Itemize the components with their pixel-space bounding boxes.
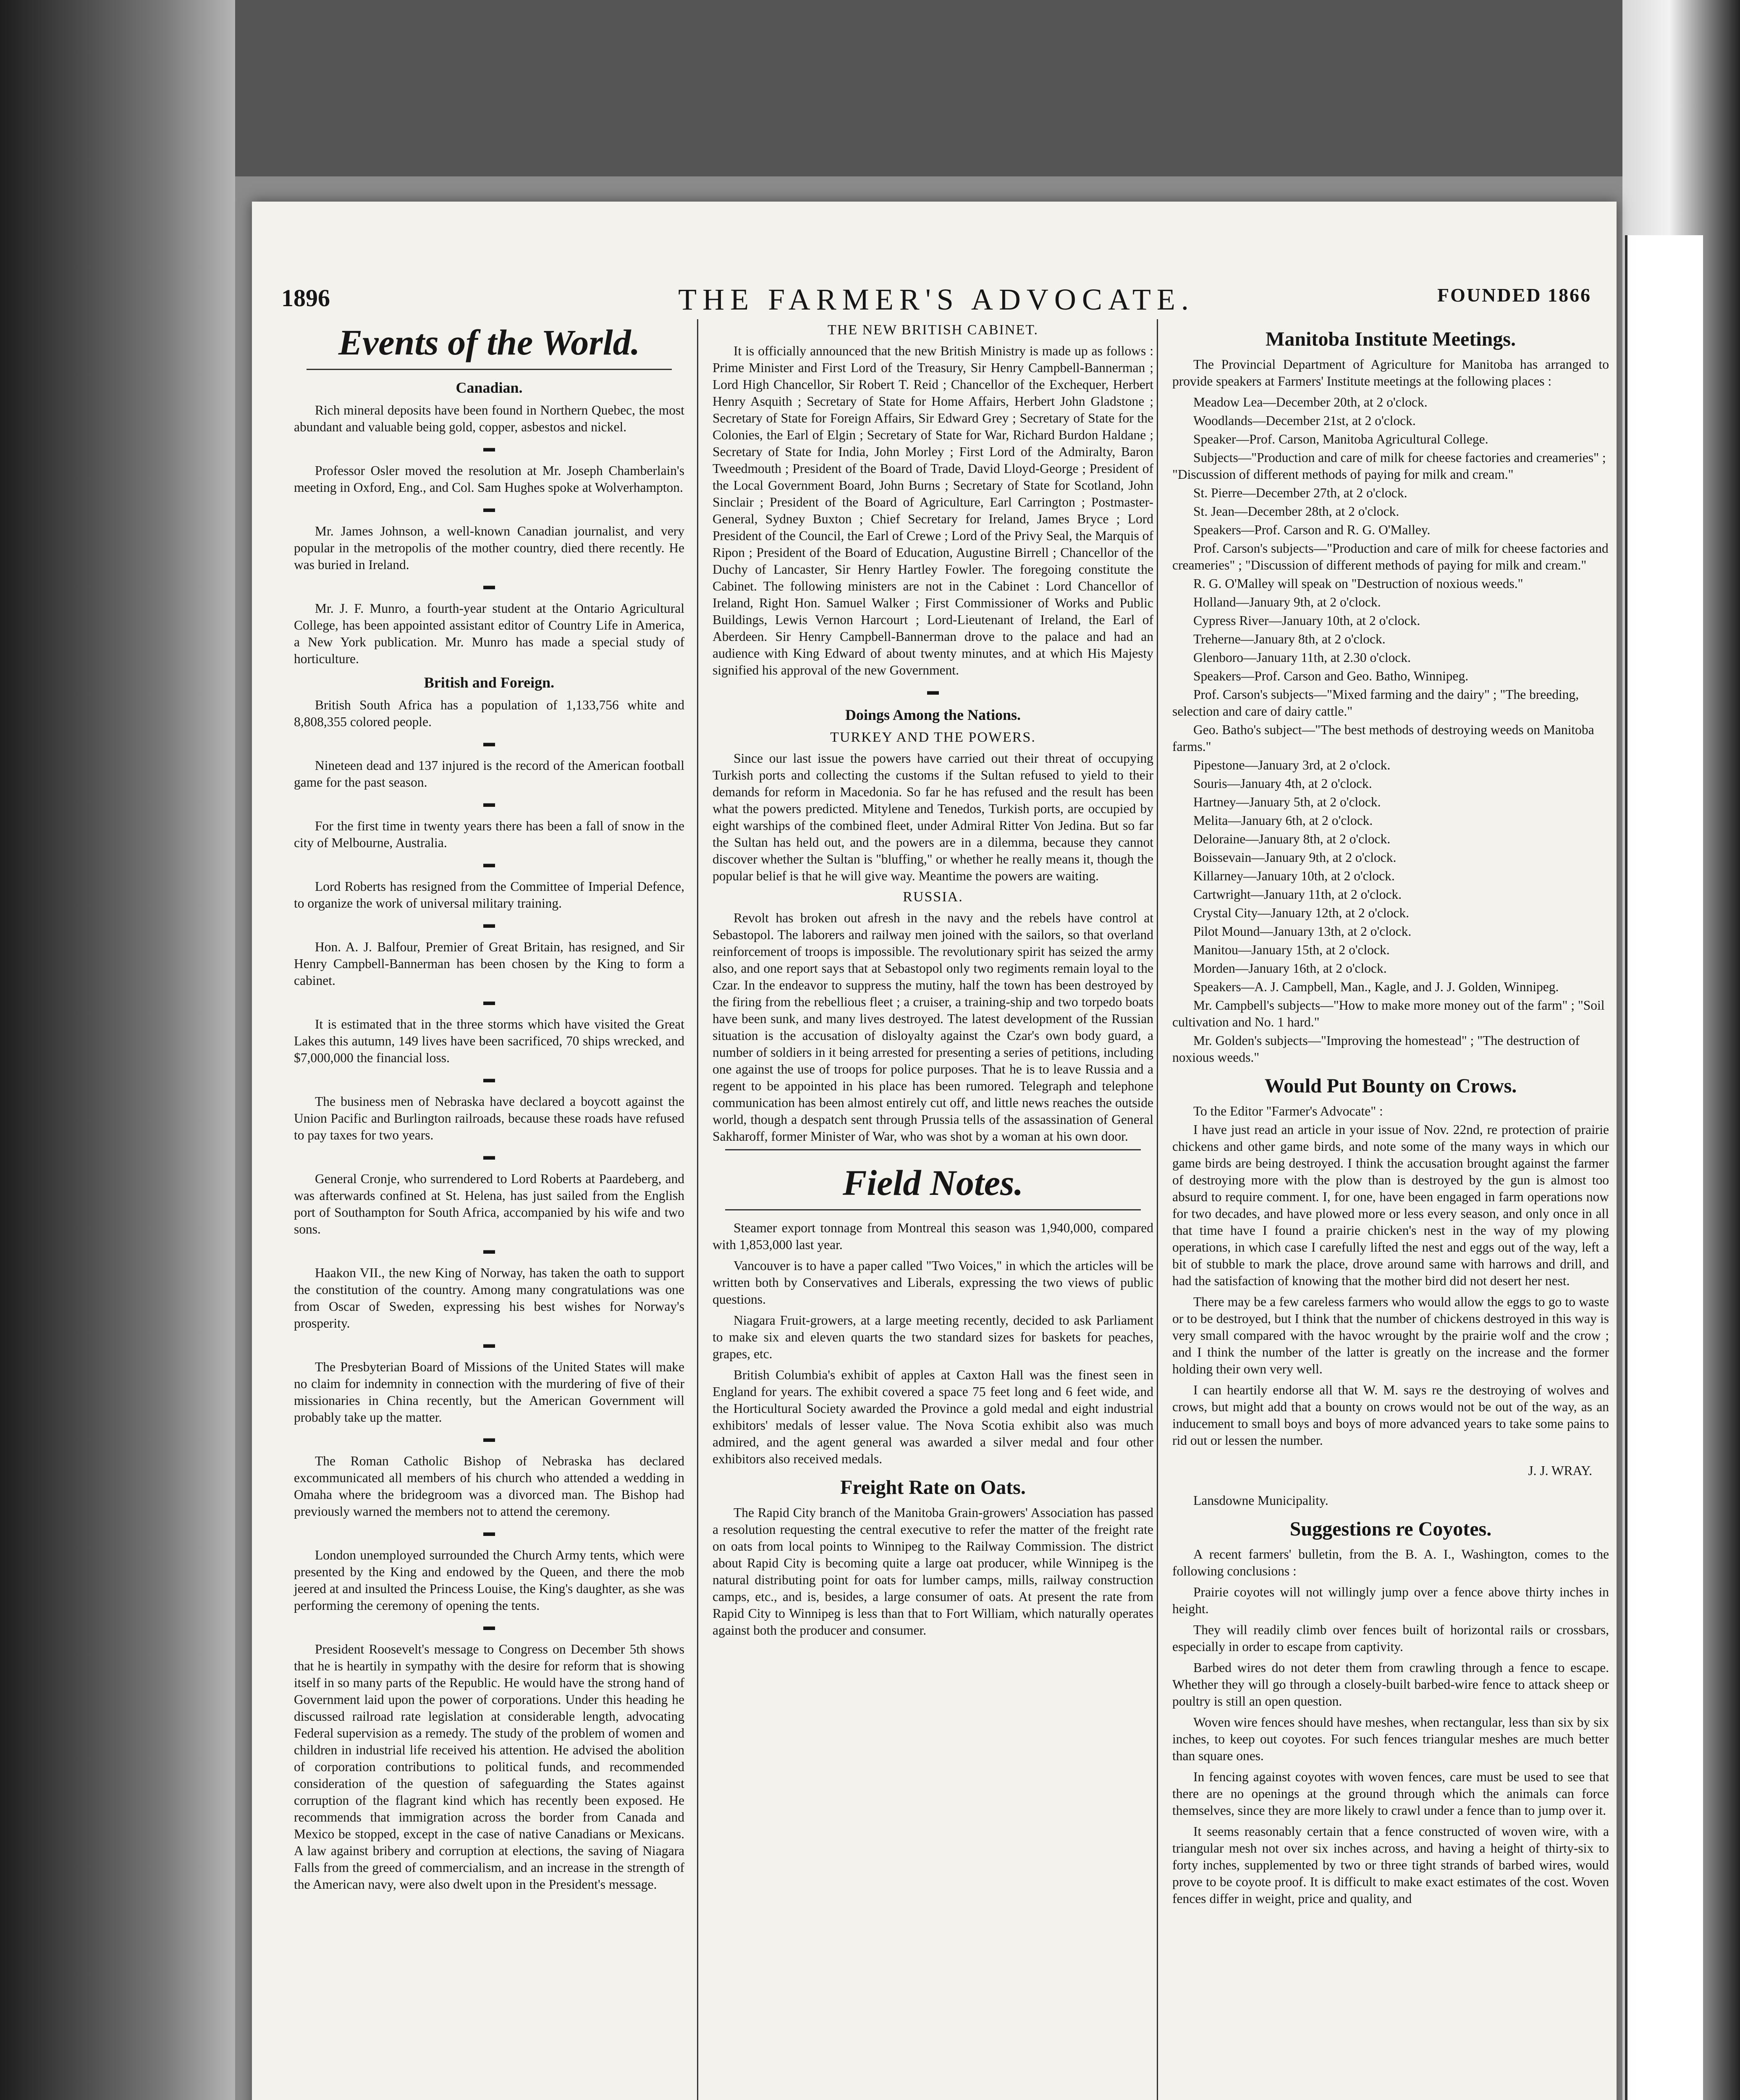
- coyotes-paragraph: Prairie coyotes will not willingly jump over a fence above thirty inches in height.: [1172, 1585, 1609, 1616]
- letter-paragraph: There may be a few careless farmers who would allow the eggs to go to waste or to be destroyed, but I think that the number of chickens destroyed in this way is very small compared with the havoc wrought by the prairie wolf and the crow ; and I think the number of the latter is greatly on the increase and the former holding their own very well.: [1172, 1294, 1609, 1376]
- coyotes-heading: Suggestions re Coyotes.: [1289, 1518, 1492, 1540]
- field-note: Niagara Fruit-growers, at a large meeting recently, decided to ask Parliament to make six and eleven quarts the two standard sizes for baskets for peaches, grapes, etc.: [713, 1313, 1153, 1361]
- meeting-line: Speaker—Prof. Carson, Manitoba Agricultural College.: [1193, 432, 1488, 446]
- page-header: [281, 284, 1591, 318]
- letter-salutation: To the Editor "Farmer's Advocate" :: [1193, 1104, 1383, 1118]
- news-item: The business men of Nebraska have declared a boycott against the Union Pacific and Burlington railroads, because these roads have refused to pay taxes for two years.: [294, 1094, 684, 1142]
- item-separator: ▬: [483, 995, 495, 1008]
- meeting-line: Killarney—January 10th, at 2 o'clock.: [1193, 869, 1395, 883]
- turkey-article: Since our last issue the powers have carried out their threat of occupying Turkish ports and collecting the customs if the Sultan refused to yield to their demands for reform in Macedonia. So far he has refused and the result has been what the powers predicted. Mitylene and Tenedos, Turkish ports, are occupied by eight warships of the combined fleet, under Admiral Ritter Von Jedina. But so far the Sultan has held out, and the powers are in a dilemma, because they cannot discover whether the Sultan is "bluffing," or whether he really means it, though the popular belief is that he will give way. Meantime the powers are waiting.: [713, 751, 1153, 883]
- turkey-heading: TURKEY AND THE POWERS.: [830, 730, 1036, 745]
- meeting-line: Mr. Campbell's subjects—"How to make more money out of the farm" ; "Soil cultivation and No. 1 hard.": [1172, 998, 1605, 1029]
- nations-heading: Doings Among the Nations.: [845, 706, 1021, 723]
- item-separator: ▬: [483, 1150, 495, 1163]
- coyotes-paragraph: Woven wire fences should have meshes, when rectangular, less than six by six inches, to keep out coyotes. For such fences triangular meshes are much better than square ones.: [1172, 1715, 1609, 1763]
- meeting-line: Treherne—January 8th, at 2 o'clock.: [1193, 632, 1386, 646]
- meeting-line: Glenboro—January 11th, at 2.30 o'clock.: [1193, 650, 1411, 665]
- field-note: Steamer export tonnage from Montreal this season was 1,940,000, compared with 1,853,000 last year.: [713, 1221, 1153, 1252]
- letter-signature: J. J. WRAY.: [1528, 1463, 1592, 1478]
- news-item: For the first time in twenty years there has been a fall of snow in the city of Melbourne, Australia.: [294, 819, 684, 850]
- meeting-line: Manitou—January 15th, at 2 o'clock.: [1193, 942, 1390, 957]
- news-item: It is estimated that in the three storms which have visited the Great Lakes this autumn, 149 lives have been sacrificed, 70 ships wrecked, and $7,000,000 the financial loss.: [294, 1017, 684, 1065]
- scanner-top-margin: [0, 0, 1740, 176]
- item-separator: ▬: [927, 685, 939, 698]
- news-item: Nineteen dead and 137 injured is the record of the American football game for the past season.: [294, 758, 684, 790]
- meeting-line: Speakers—A. J. Campbell, Man., Kagle, and J. J. Golden, Winnipeg.: [1193, 979, 1559, 994]
- item-separator: ▬: [483, 1620, 495, 1633]
- heading-rule: [725, 1209, 1141, 1210]
- meeting-line: Meadow Lea—December 20th, at 2 o'clock.: [1193, 395, 1428, 410]
- item-separator: ▬: [483, 1338, 495, 1351]
- news-item: Rich mineral deposits have been found in Northern Quebec, the most abundant and valuable being gold, copper, asbestos and nickel.: [294, 403, 684, 434]
- meeting-line: Subjects—"Production and care of milk for cheese factories and creameries" ; "Discussion of different methods of paying for milk and cream.": [1172, 450, 1606, 482]
- item-separator: ▬: [483, 918, 495, 931]
- coyotes-paragraph: It seems reasonably certain that a fence constructed of woven wire, with a triangular mesh not over six inches across, and having a height of thirty-six to forty inches, supplemented by two or three tight strands of barbed wires, would prove to be coyote proof. It is difficult to make exact estimates of the cost. Woven fences differ in weight, price and quality, and: [1172, 1824, 1609, 1906]
- coyotes-paragraph: Barbed wires do not deter them from crawling through a fence to escape. Whether they will go through a closely-built barbed-wire fence to attack sheep or poultry is still an open question.: [1172, 1660, 1609, 1709]
- meeting-line: Hartney—January 5th, at 2 o'clock.: [1193, 795, 1381, 809]
- meeting-line: Deloraine—January 8th, at 2 o'clock.: [1193, 832, 1391, 846]
- meeting-line: Crystal City—January 12th, at 2 o'clock.: [1193, 906, 1409, 920]
- meeting-line: Prof. Carson's subjects—"Mixed farming and the dairy" ; "The breeding, selection and care of dairy cattle.": [1172, 687, 1579, 719]
- meeting-line: Holland—January 9th, at 2 o'clock.: [1193, 595, 1381, 609]
- news-item: Mr. J. F. Munro, a fourth-year student at the Ontario Agricultural College, has been appointed assistant editor of Country Life in America, a New York publication. Mr. Munro has made a special study of horticulture.: [294, 601, 684, 666]
- meeting-line: Speakers—Prof. Carson and Geo. Batho, Winnipeg.: [1193, 669, 1469, 683]
- item-separator: ▬: [483, 1072, 495, 1085]
- item-separator: ▬: [483, 1244, 495, 1257]
- news-item: Haakon VII., the new King of Norway, has taken the oath to support the constitution of the country. Among many congratulations was one from Oscar of Sweden, expressing his best wishes for Norway's prosperity.: [294, 1265, 684, 1331]
- field-notes-heading: Field Notes.: [843, 1163, 1023, 1203]
- meeting-line: Pipestone—January 3rd, at 2 o'clock.: [1193, 758, 1391, 772]
- section-canadian: Canadian.: [456, 379, 523, 396]
- scanner-left-margin: [0, 0, 235, 2100]
- adjacent-page-edge: [1625, 235, 1703, 2100]
- meeting-line: St. Jean—December 28th, at 2 o'clock.: [1193, 504, 1399, 519]
- freight-article: The Rapid City branch of the Manitoba Grain-growers' Association has passed a resolution requesting the central executive to refer the matter of the freight rate on oats from local points to Winnipeg to the Railway Commission. The district about Rapid City is becoming quite a large oat producer, while Winnipeg is the natural distributing point for oats for lumber camps, mills, railway construction camps, etc., and is, besides, a large consumer of oats. At present the rate from Rapid City to Winnipeg is less than that to Fort William, which naturally operates against both the producer and consumer.: [713, 1505, 1153, 1638]
- crows-heading: Would Put Bounty on Crows.: [1264, 1075, 1517, 1097]
- meeting-line: Cypress River—January 10th, at 2 o'clock.: [1193, 613, 1420, 628]
- field-note: British Columbia's exhibit of apples at Caxton Hall was the finest seen in England for years. The exhibit covered a space 75 feet long and 6 feet wide, and the Horticultural Society awarded the Province a gold medal and eight industrial exhibitors' medals of lesser value. The Nova Scotia exhibit also was much admired, and the agent general was awarded a silver medal and four other exhibitors also received medals.: [713, 1368, 1153, 1466]
- item-separator: ▬: [483, 797, 495, 810]
- events-heading: Events of the World.: [338, 322, 640, 362]
- manitoba-heading: Manitoba Institute Meetings.: [1266, 328, 1516, 350]
- meeting-line: Morden—January 16th, at 2 o'clock.: [1193, 961, 1387, 976]
- item-separator: ▬: [483, 736, 495, 749]
- news-item: British South Africa has a population of 1,133,756 white and 8,808,355 colored people.: [294, 698, 684, 729]
- founded-year: FOUNDED 1866: [1437, 284, 1591, 306]
- russia-heading: RUSSIA.: [903, 889, 963, 905]
- letter-paragraph: I can heartily endorse all that W. M. says re the destroying of wolves and crows, but might add that a bounty on crows would not be out of the way, as an inducement to small boys and boys of more advanced years to take some pains to rid out or lessen the number.: [1172, 1383, 1609, 1448]
- news-item: President Roosevelt's message to Congress on December 5th shows that he is heartily in sympathy with the desire for reform that is showing itself in so many parts of the Republic. He would have the strong hand of Government laid upon the power of corporations. Under this heading he discussed railroad rate legislation at considerable length, advocating Federal supervision as a remedy. The study of the problem of women and children in industrial life received his attention. He advised the abolition of corporation contributions to political funds, and recommended consideration of the question of safeguarding the States against corruption of the flagrant kind which has recently been exposed. He recommends that immigration across the border from Canada and Mexico be stopped, except in the case of native Canadians or Mexicans. A law against bribery and corruption at elections, the saving of Niagara Falls from the greed of commercialism, and an increase in the strength of the American navy, were also dwelt upon in the President's message.: [294, 1642, 684, 1892]
- coyotes-paragraph: A recent farmers' bulletin, from the B. A. I., Washington, comes to the following conclusions :: [1172, 1547, 1609, 1578]
- meeting-line: Souris—January 4th, at 2 o'clock.: [1193, 776, 1372, 791]
- news-item: Mr. James Johnson, a well-known Canadian journalist, and very popular in the metropolis of the mother country, died there recently. He was buried in Ireland.: [294, 524, 684, 572]
- cabinet-article: It is officially announced that the new British Ministry is made up as follows : Prime Minister and First Lord of the Treasury, Sir Henry Campbell-Bannerman ; Lord High Chancellor, Sir Robert T. Reid ; Chancellor of the Exchequer, Herbert Henry Asquith ; Secretary of State for Home Affairs, Herbert John Gladstone ; Secretary of State for Foreign Affairs, Sir Edward Grey ; Secretary of State for the Colonies, the Earl of Elgin ; Secretary of State for War, Richard Burdon Haldane ; Secretary of State for India, John Morley ; First Lord of the Admiralty, Baron Tweedmouth ; President of the Board of Trade, David Lloyd-George ; President of the Local Government Board, John Burns ; Secretary of State for Scotland, John Sinclair ; President of the Board of Agriculture, Earl Carrington ; Postmaster-General, Sydney Buxton ; Chief Secretary for Ireland, James Bryce ; Lord President of the Council, the Earl of Crewe ; Lord of the Privy Seal, the Marquis of Ripon ; President of the Board of Education, Augustine Birrell ; Chancellor of the Duchy of Lancaster, Sir Henry Hartley Fowler. The foregoing constitute the Cabinet. The following ministers are not in the Cabinet : Lord Chancellor of Ireland, Right Hon. Samuel Walker ; First Commissioner of Works and Public Buildings, Lewis Vernon Harcourt ; Lord-Lieutenant of Ireland, the Earl of Aberdeen. Sir Henry Campbell-Bannerman drove to the palace and had an audience with King Edward of about twenty minutes, and at which His Majesty signified his approval of the new Government.: [713, 344, 1153, 677]
- meeting-line: Speakers—Prof. Carson and R. G. O'Malley.: [1193, 522, 1431, 537]
- meeting-line: St. Pierre—December 27th, at 2 o'clock.: [1193, 486, 1407, 500]
- item-separator: ▬: [483, 857, 495, 870]
- news-item: London unemployed surrounded the Church Army tents, which were presented by the King and endowed by the Queen, and there the mob jeered at and insulted the Princess Louise, the King's daughter, as she was performing the ceremony of opening the tents.: [294, 1548, 684, 1613]
- coyotes-paragraph: In fencing against coyotes with woven fences, care must be used to see that there are no openings at the ground through which the animals can force themselves, since they are more likely to crawl under a fence than to jump over it.: [1172, 1769, 1609, 1818]
- item-separator: ▬: [483, 1526, 495, 1539]
- section-british-foreign: British and Foreign.: [424, 674, 555, 691]
- item-separator: ▬: [483, 441, 495, 454]
- news-item: The Roman Catholic Bishop of Nebraska has declared excommunicated all members of his church who attended a wedding in Omaha where the bridegroom was a divorced man. The Bishop had previously warned the members not to attend the ceremony.: [294, 1454, 684, 1519]
- coyotes-paragraph: They will readily climb over fences built of horizontal rails or crossbars, especially in order to escape from captivity.: [1172, 1622, 1609, 1654]
- heading-rule: [307, 369, 672, 370]
- newspaper-page: [252, 202, 1617, 2100]
- letter-paragraph: I have just read an article in your issue of Nov. 22nd, re protection of prairie chickens and other game birds, and note some of the many ways in which our game birds are being destroyed. I think the accusation brought against the farmer of destroying more with the plow than is destroyed by the gun is almost too absurd to require comment. I, for one, have been engaged in farm operations now for two decades, and have plowed more or less every season, and only once in all that time have I found a prairie chicken's nest in the way of my plowing operations, in which case I carefully lifted the nest and eggs out of the way, left a bit of stubble to mark the place, drove around same with harrows and drill, and had the satisfaction of knowing that the mother bird did not desert her nest.: [1172, 1122, 1609, 1288]
- meeting-line: Mr. Golden's subjects—"Improving the homestead" ; "The destruction of noxious weeds.": [1172, 1033, 1580, 1065]
- meeting-line: R. G. O'Malley will speak on "Destruction of noxious weeds.": [1193, 576, 1523, 591]
- publication-title: THE FARMER'S ADVOCATE.: [678, 283, 1195, 316]
- meeting-line: Geo. Batho's subject—"The best methods of destroying weeds on Manitoba farms.": [1172, 722, 1594, 754]
- item-separator: ▬: [483, 579, 495, 592]
- meeting-line: Cartwright—January 11th, at 2 o'clock.: [1193, 887, 1402, 902]
- column-cabinet-nations-field-notes: [697, 319, 1153, 2100]
- letter-place: Lansdowne Municipality.: [1193, 1493, 1329, 1508]
- field-note: Vancouver is to have a paper called "Two Voices," in which the articles will be written both by Conservatives and Liberals, expressing the two views of public questions.: [713, 1258, 1153, 1307]
- news-item: Hon. A. J. Balfour, Premier of Great Britain, has resigned, and Sir Henry Campbell-Bannerman has been chosen by the King to form a cabinet.: [294, 940, 684, 988]
- meeting-line: Pilot Mound—January 13th, at 2 o'clock.: [1193, 924, 1412, 939]
- meeting-line: Boissevain—January 9th, at 2 o'clock.: [1193, 850, 1397, 865]
- news-item: Professor Osler moved the resolution at Mr. Joseph Chamberlain's meeting in Oxford, Eng., and Col. Sam Hughes spoke at Wolverhampton.: [294, 463, 684, 495]
- news-item: Lord Roberts has resigned from the Committee of Imperial Defence, to organize the work of universal military training.: [294, 879, 684, 911]
- column-events-of-the-world: [294, 319, 684, 1897]
- item-separator: ▬: [483, 1432, 495, 1445]
- meeting-line: Prof. Carson's subjects—"Production and care of milk for cheese factories and creameries" ; "Discussion of different methods of paying for milk and cream.": [1172, 541, 1609, 572]
- meeting-line: Woodlands—December 21st, at 2 o'clock.: [1193, 413, 1416, 428]
- news-item: The Presbyterian Board of Missions of the United States will make no claim for indemnity in connection with the murdering of five of their missionaries in China recently, but the American Government will probably take up the matter.: [294, 1360, 684, 1425]
- cabinet-heading: THE NEW BRITISH CABINET.: [828, 322, 1038, 338]
- section-rule: [725, 1149, 1141, 1150]
- meeting-line: Melita—January 6th, at 2 o'clock.: [1193, 813, 1373, 828]
- column-manitoba-crows-coyotes: [1157, 319, 1609, 2100]
- russia-article: Revolt has broken out afresh in the navy and the rebels have control at Sebastopol. The laborers and railway men joined with the sailors, so that overland reinforcement of troops is impossible. The revolutionary spirit has seized the army also, and one report says that at Sebastopol only two regiments remain loyal to the Czar. In the endeavor to suppress the mutiny, half the town has been destroyed by the firing from the rebellious fleet ; a cruiser, a training-ship and two torpedo boats have been sunk, and many lives destroyed. The latest development of the Russian situation is the accusation of disloyalty against the Czar's own body guard, a number of soldiers in it being arrested for presenting a series of petitions, including one against the use of troops for police purposes. That he is to leave Russia and a regent to be appointed in his place has been rumored. Telegraph and telephone communication has been almost entirely cut off, and little news reaches the outside world, though a despatch sent through Prussia tells of the assassination of General Sakharoff, former Minister of War, who was shot by a woman at his own door.: [713, 911, 1153, 1144]
- manitoba-intro: The Provincial Department of Agriculture for Manitoba has arranged to provide speakers at Farmers' Institute meetings at the following places :: [1172, 357, 1609, 388]
- page-number: 1896: [281, 284, 330, 312]
- freight-heading: Freight Rate on Oats.: [840, 1476, 1026, 1499]
- news-item: General Cronje, who surrendered to Lord Roberts at Paardeberg, and was afterwards confined at St. Helena, has just sailed from the English port of Southampton for South Africa, accompanied by his wife and two sons.: [294, 1171, 684, 1236]
- item-separator: ▬: [483, 502, 495, 515]
